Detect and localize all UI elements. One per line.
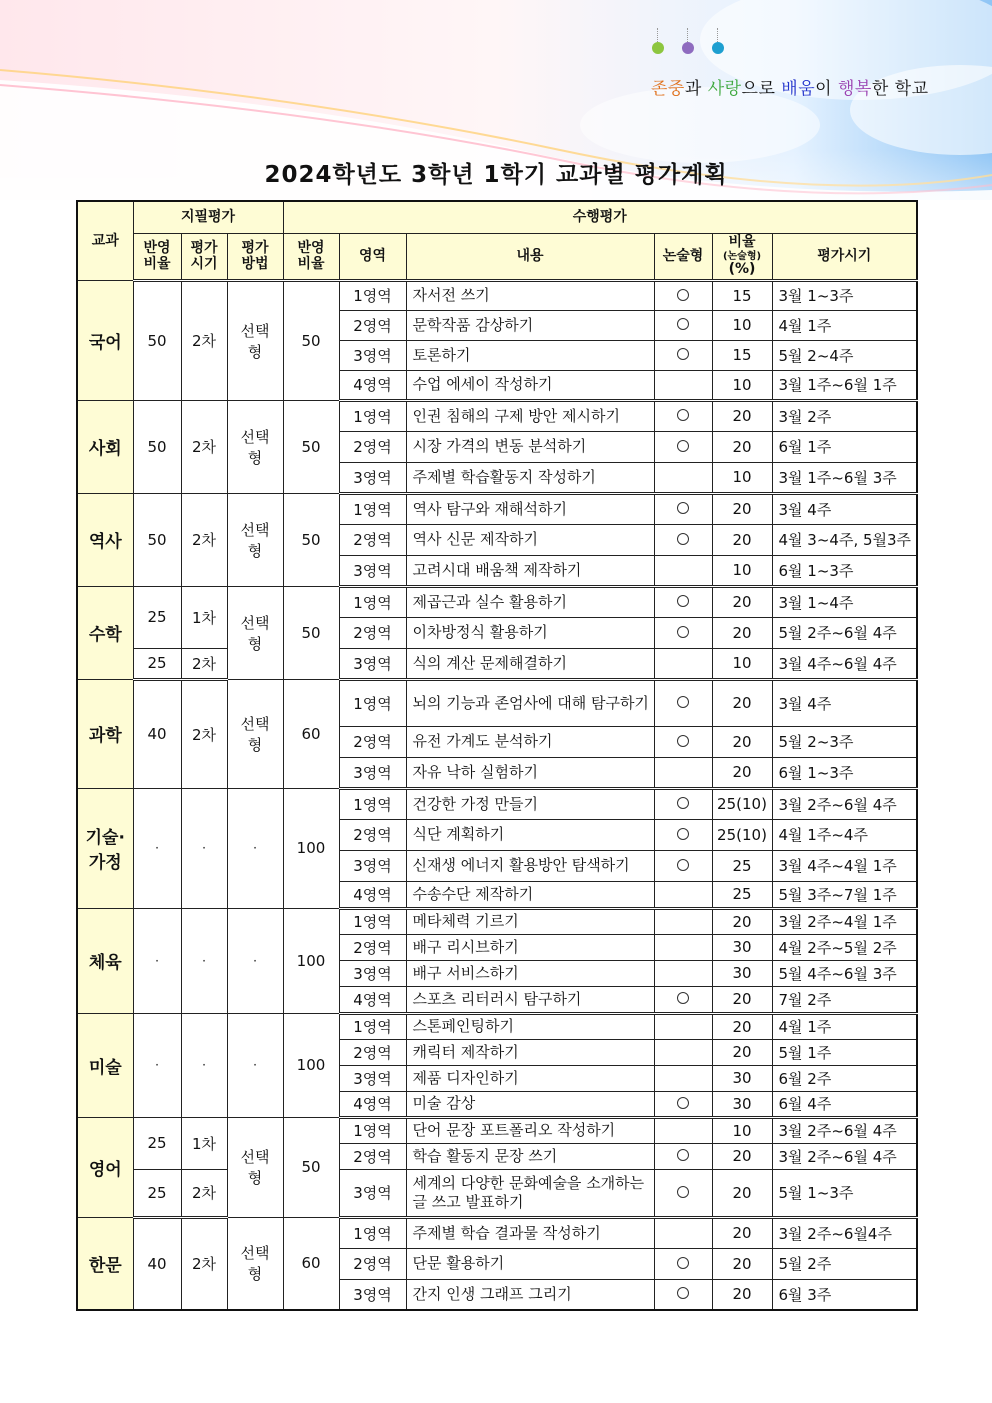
essay-cell xyxy=(654,555,712,586)
written-time: · xyxy=(181,1013,227,1117)
item-ratio-cell: 10 xyxy=(712,648,772,679)
method-label: 형 xyxy=(247,1169,263,1187)
item-ratio-cell: 10 xyxy=(712,462,772,493)
item-ratio-cell: 25(10) xyxy=(712,788,772,819)
area-cell: 2영역 xyxy=(339,310,406,340)
essay-cell xyxy=(654,1217,712,1248)
essay-cell xyxy=(654,679,712,726)
area-cell: 3영역 xyxy=(339,648,406,679)
content-cell: 세계의 다양한 문화예술을 소개하는 글 쓰고 발표하기 xyxy=(406,1169,654,1217)
content-cell: 학습 활동지 문장 쓰기 xyxy=(406,1143,654,1169)
written-time: · xyxy=(181,788,227,908)
essay-cell xyxy=(654,1248,712,1279)
item-ratio-cell: 10 xyxy=(712,555,772,586)
area-cell: 1영역 xyxy=(339,788,406,819)
perf-ratio: 50 xyxy=(283,493,339,586)
evaluation-plan-table xyxy=(76,200,918,1311)
period-cell: 5월 1주 xyxy=(772,1039,917,1065)
item-ratio-cell: 10 xyxy=(712,370,772,400)
written-method xyxy=(227,679,283,788)
content-cell: 캐릭터 제작하기 xyxy=(406,1039,654,1065)
header-content: 내용 xyxy=(406,233,654,280)
content-cell: 뇌의 기능과 존엄사에 대해 탐구하기 xyxy=(406,679,654,726)
method-label: 형 xyxy=(247,735,263,754)
content-cell: 유전 가계도 분석하기 xyxy=(406,726,654,757)
period-cell: 3월 2주~4월 1주 xyxy=(772,908,917,934)
essay-cell xyxy=(654,1013,712,1039)
period-cell: 6월 1~3주 xyxy=(772,757,917,788)
header-area: 영역 xyxy=(339,233,406,280)
written-ratio: 25 xyxy=(133,1117,181,1169)
content-cell: 신재생 에너지 활용방안 탐색하기 xyxy=(406,850,654,881)
area-cell: 1영역 xyxy=(339,1217,406,1248)
area-cell: 3영역 xyxy=(339,850,406,881)
item-ratio-cell: 20 xyxy=(712,679,772,726)
essay-circle-icon xyxy=(677,696,689,708)
area-cell: 3영역 xyxy=(339,960,406,986)
item-ratio-cell: 20 xyxy=(712,1169,772,1217)
header-written-time: 평가 시기 xyxy=(181,233,227,280)
content-cell: 간지 인생 그래프 그리기 xyxy=(406,1279,654,1310)
period-cell: 5월 3주~7월 1주 xyxy=(772,881,917,908)
period-cell: 3월 1~3주 xyxy=(772,280,917,310)
written-time: 2차 xyxy=(181,1217,227,1310)
item-ratio-cell: 20 xyxy=(712,908,772,934)
area-cell: 4영역 xyxy=(339,1091,406,1117)
content-cell: 문학작품 감상하기 xyxy=(406,310,654,340)
subject-name: 과학 xyxy=(77,679,133,788)
period-cell: 4월 1주 xyxy=(772,310,917,340)
written-time: · xyxy=(181,908,227,1013)
item-ratio-cell: 20 xyxy=(712,586,772,617)
slogan-part: 으로 xyxy=(741,79,782,99)
written-ratio: 40 xyxy=(133,1217,181,1310)
area-cell: 4영역 xyxy=(339,986,406,1013)
written-ratio: 25 xyxy=(133,586,181,648)
essay-circle-icon xyxy=(677,735,689,747)
essay-circle-icon xyxy=(677,502,689,514)
essay-cell xyxy=(654,310,712,340)
content-cell: 단문 활용하기 xyxy=(406,1248,654,1279)
period-cell: 3월 2주~6월 4주 xyxy=(772,1117,917,1143)
perf-ratio: 100 xyxy=(283,788,339,908)
subject-name: 역사 xyxy=(77,493,133,586)
area-cell: 2영역 xyxy=(339,431,406,462)
table-row xyxy=(77,1117,917,1143)
written-ratio: 50 xyxy=(133,280,181,400)
area-cell: 2영역 xyxy=(339,819,406,850)
content-cell: 역사 신문 제작하기 xyxy=(406,524,654,555)
perf-ratio: 60 xyxy=(283,1217,339,1310)
written-method: · xyxy=(227,908,283,1013)
method-label: 선택 xyxy=(240,714,270,733)
essay-cell xyxy=(654,1065,712,1091)
page-title: 2024학년도 3학년 1학기 교과별 평가계획 xyxy=(264,162,728,188)
item-ratio-cell: 20 xyxy=(712,524,772,555)
essay-cell xyxy=(654,1169,712,1217)
item-ratio-cell: 20 xyxy=(712,493,772,524)
essay-circle-icon xyxy=(677,828,689,840)
period-cell: 3월 4주~4월 1주 xyxy=(772,850,917,881)
item-ratio-cell: 15 xyxy=(712,280,772,310)
area-cell: 3영역 xyxy=(339,555,406,586)
essay-cell xyxy=(654,960,712,986)
method-label: 선택 xyxy=(240,1148,270,1166)
period-cell: 4월 3~4주, 5월3주 xyxy=(772,524,917,555)
written-method xyxy=(227,586,283,679)
perf-ratio: 50 xyxy=(283,1117,339,1217)
written-ratio: 50 xyxy=(133,493,181,586)
area-cell: 1영역 xyxy=(339,493,406,524)
written-time: 2차 xyxy=(181,400,227,493)
written-time: 1차 xyxy=(181,1117,227,1169)
written-time: 2차 xyxy=(181,1169,227,1217)
period-cell: 5월 2주~6월 4주 xyxy=(772,617,917,648)
subject-name: 체육 xyxy=(77,908,133,1013)
header-item-ratio: 비율 (논술형) (%) xyxy=(712,233,772,280)
essay-cell xyxy=(654,524,712,555)
period-cell: 3월 1주~6월 1주 xyxy=(772,370,917,400)
content-cell: 배구 리시브하기 xyxy=(406,934,654,960)
slogan-part: 행복 xyxy=(837,79,872,99)
essay-circle-icon xyxy=(677,797,689,809)
subject-name: 한문 xyxy=(77,1217,133,1310)
written-ratio: · xyxy=(133,1013,181,1117)
written-method xyxy=(227,280,283,400)
method-label: 형 xyxy=(247,634,263,653)
essay-circle-icon xyxy=(677,626,689,638)
written-ratio: 40 xyxy=(133,679,181,788)
content-cell: 시장 가격의 변동 분석하기 xyxy=(406,431,654,462)
perf-ratio: 50 xyxy=(283,400,339,493)
school-slogan xyxy=(651,74,929,99)
method-label: 선택 xyxy=(240,427,270,446)
content-cell: 배구 서비스하기 xyxy=(406,960,654,986)
area-cell: 1영역 xyxy=(339,280,406,310)
period-cell: 3월 4주~6월 4주 xyxy=(772,648,917,679)
item-ratio-cell: 30 xyxy=(712,1091,772,1117)
table-row xyxy=(77,493,917,524)
content-cell: 수업 에세이 작성하기 xyxy=(406,370,654,400)
content-cell: 역사 탐구와 재해석하기 xyxy=(406,493,654,524)
essay-cell xyxy=(654,340,712,370)
item-ratio-cell: 20 xyxy=(712,1013,772,1039)
table-row xyxy=(77,400,917,431)
written-ratio: 25 xyxy=(133,648,181,679)
header-subject: 교과 xyxy=(77,201,133,280)
essay-cell xyxy=(654,757,712,788)
method-label: 형 xyxy=(247,342,263,361)
written-method xyxy=(227,1117,283,1217)
item-ratio-cell: 20 xyxy=(712,431,772,462)
period-cell: 3월 2주~6월 4주 xyxy=(772,1143,917,1169)
content-cell: 단어 문장 포트폴리오 작성하기 xyxy=(406,1117,654,1143)
period-cell: 3월 1주~6월 3주 xyxy=(772,462,917,493)
item-ratio-cell: 15 xyxy=(712,340,772,370)
item-ratio-cell: 20 xyxy=(712,1143,772,1169)
header-row-bottom xyxy=(77,233,917,280)
table-row xyxy=(77,1169,917,1217)
essay-cell xyxy=(654,493,712,524)
header-perf-ratio: 반영 비율 xyxy=(283,233,339,280)
area-cell: 2영역 xyxy=(339,1248,406,1279)
subject-name: 기술·가정 xyxy=(77,788,133,908)
subject-name: 미술 xyxy=(77,1013,133,1117)
area-cell: 2영역 xyxy=(339,1143,406,1169)
item-ratio-cell: 20 xyxy=(712,617,772,648)
perf-ratio: 50 xyxy=(283,586,339,679)
content-cell: 이차방정식 활용하기 xyxy=(406,617,654,648)
perf-ratio: 50 xyxy=(283,280,339,400)
subject-name: 사회 xyxy=(77,400,133,493)
item-ratio-cell: 25 xyxy=(712,850,772,881)
written-method: · xyxy=(227,1013,283,1117)
table-row xyxy=(77,648,917,679)
period-cell: 6월 1~3주 xyxy=(772,555,917,586)
content-cell: 제품 디자인하기 xyxy=(406,1065,654,1091)
essay-cell xyxy=(654,431,712,462)
written-ratio: · xyxy=(133,788,181,908)
table-row xyxy=(77,1013,917,1039)
essay-cell xyxy=(654,1091,712,1117)
period-cell: 4월 1주~4주 xyxy=(772,819,917,850)
essay-circle-icon xyxy=(677,1287,689,1299)
area-cell: 2영역 xyxy=(339,524,406,555)
essay-cell xyxy=(654,819,712,850)
header-period: 평가시기 xyxy=(772,233,917,280)
written-ratio: · xyxy=(133,908,181,1013)
period-cell: 3월 2주~6월4주 xyxy=(772,1217,917,1248)
written-method: · xyxy=(227,788,283,908)
purple-dot-icon xyxy=(682,28,694,52)
content-cell: 메타체력 기르기 xyxy=(406,908,654,934)
period-cell: 5월 4주~6월 3주 xyxy=(772,960,917,986)
essay-circle-icon xyxy=(677,348,689,360)
area-cell: 1영역 xyxy=(339,400,406,431)
table-row xyxy=(77,280,917,310)
content-cell: 제곱근과 실수 활용하기 xyxy=(406,586,654,617)
essay-cell xyxy=(654,1117,712,1143)
written-method xyxy=(227,493,283,586)
area-cell: 3영역 xyxy=(339,340,406,370)
method-label: 형 xyxy=(247,448,263,467)
area-cell: 2영역 xyxy=(339,617,406,648)
essay-circle-icon xyxy=(677,409,689,421)
content-cell: 수송수단 제작하기 xyxy=(406,881,654,908)
table-row xyxy=(77,586,917,617)
subject-name: 국어 xyxy=(77,280,133,400)
essay-circle-icon xyxy=(677,595,689,607)
perf-ratio: 100 xyxy=(283,908,339,1013)
period-cell: 4월 1주 xyxy=(772,1013,917,1039)
item-ratio-cell: 10 xyxy=(712,1117,772,1143)
period-cell: 3월 2주 xyxy=(772,400,917,431)
essay-cell xyxy=(654,370,712,400)
period-cell: 5월 1~3주 xyxy=(772,1169,917,1217)
period-cell: 5월 2주 xyxy=(772,1248,917,1279)
essay-cell xyxy=(654,934,712,960)
item-ratio-cell: 10 xyxy=(712,310,772,340)
written-ratio: 50 xyxy=(133,400,181,493)
table-row xyxy=(77,788,917,819)
period-cell: 5월 2~4주 xyxy=(772,340,917,370)
green-dot-icon xyxy=(652,28,664,52)
essay-cell xyxy=(654,1279,712,1310)
written-time: 2차 xyxy=(181,679,227,788)
area-cell: 4영역 xyxy=(339,881,406,908)
method-label: 선택 xyxy=(240,321,270,340)
essay-cell xyxy=(654,1039,712,1065)
method-label: 형 xyxy=(247,1265,263,1284)
header-performance: 수행평가 xyxy=(283,201,917,233)
period-cell: 3월 4주 xyxy=(772,493,917,524)
written-time: 2차 xyxy=(181,493,227,586)
slogan-part: 배움 xyxy=(781,79,816,99)
subject-name: 수학 xyxy=(77,586,133,679)
essay-cell xyxy=(654,648,712,679)
period-cell: 6월 4주 xyxy=(772,1091,917,1117)
item-ratio-cell: 30 xyxy=(712,960,772,986)
table-row xyxy=(77,679,917,726)
header-written-ratio: 반영 비율 xyxy=(133,233,181,280)
area-cell: 3영역 xyxy=(339,757,406,788)
essay-circle-icon xyxy=(677,992,689,1004)
slogan-part: 이 xyxy=(815,79,838,99)
item-ratio-cell: 30 xyxy=(712,934,772,960)
written-method xyxy=(227,400,283,493)
perf-ratio: 100 xyxy=(283,1013,339,1117)
method-label: 형 xyxy=(247,541,263,560)
content-cell: 자유 낙하 실험하기 xyxy=(406,757,654,788)
essay-cell xyxy=(654,908,712,934)
area-cell: 1영역 xyxy=(339,586,406,617)
slogan-part: 사랑 xyxy=(707,79,742,99)
period-cell: 6월 2주 xyxy=(772,1065,917,1091)
area-cell: 1영역 xyxy=(339,908,406,934)
essay-cell xyxy=(654,881,712,908)
header-row-top xyxy=(77,201,917,233)
method-label: 선택 xyxy=(240,613,270,632)
written-time: 2차 xyxy=(181,280,227,400)
area-cell: 1영역 xyxy=(339,1117,406,1143)
content-cell: 식의 계산 문제해결하기 xyxy=(406,648,654,679)
period-cell: 6월 1주 xyxy=(772,431,917,462)
content-cell: 스톤페인팅하기 xyxy=(406,1013,654,1039)
table-row xyxy=(77,908,917,934)
essay-cell xyxy=(654,400,712,431)
essay-cell xyxy=(654,462,712,493)
decorative-dots xyxy=(652,28,724,52)
area-cell: 3영역 xyxy=(339,1279,406,1310)
item-ratio-cell: 20 xyxy=(712,400,772,431)
written-method xyxy=(227,1217,283,1310)
area-cell: 3영역 xyxy=(339,1169,406,1217)
essay-circle-icon xyxy=(677,1097,689,1109)
essay-cell xyxy=(654,617,712,648)
area-cell: 1영역 xyxy=(339,679,406,726)
essay-circle-icon xyxy=(677,1149,689,1161)
content-cell: 주제별 학습활동지 작성하기 xyxy=(406,462,654,493)
area-cell: 3영역 xyxy=(339,462,406,493)
essay-circle-icon xyxy=(677,533,689,545)
content-cell: 자서전 쓰기 xyxy=(406,280,654,310)
period-cell: 5월 2~3주 xyxy=(772,726,917,757)
written-time: 2차 xyxy=(181,648,227,679)
content-cell: 식단 계획하기 xyxy=(406,819,654,850)
blue-dot-icon xyxy=(712,28,724,52)
essay-circle-icon xyxy=(677,1257,689,1269)
content-cell: 토론하기 xyxy=(406,340,654,370)
item-ratio-cell: 25 xyxy=(712,881,772,908)
item-ratio-cell: 20 xyxy=(712,1279,772,1310)
period-cell: 3월 4주 xyxy=(772,679,917,726)
area-cell: 3영역 xyxy=(339,1065,406,1091)
period-cell: 4월 2주~5월 2주 xyxy=(772,934,917,960)
period-cell: 3월 1~4주 xyxy=(772,586,917,617)
item-ratio-cell: 20 xyxy=(712,1248,772,1279)
area-cell: 2영역 xyxy=(339,1039,406,1065)
essay-cell xyxy=(654,1143,712,1169)
content-cell: 스포츠 리터러시 탐구하기 xyxy=(406,986,654,1013)
area-cell: 1영역 xyxy=(339,1013,406,1039)
written-time: 1차 xyxy=(181,586,227,648)
header-essay: 논술형 xyxy=(654,233,712,280)
period-cell: 3월 2주~6월 4주 xyxy=(772,788,917,819)
slogan-part: 과 xyxy=(684,79,708,99)
item-ratio-cell: 20 xyxy=(712,757,772,788)
content-cell: 인권 침해의 구제 방안 제시하기 xyxy=(406,400,654,431)
item-ratio-cell: 20 xyxy=(712,726,772,757)
essay-cell xyxy=(654,986,712,1013)
period-cell: 6월 3주 xyxy=(772,1279,917,1310)
written-ratio: 25 xyxy=(133,1169,181,1217)
essay-cell xyxy=(654,726,712,757)
item-ratio-cell: 25(10) xyxy=(712,819,772,850)
content-cell: 미술 감상 xyxy=(406,1091,654,1117)
essay-cell xyxy=(654,280,712,310)
essay-circle-icon xyxy=(677,1186,689,1198)
period-cell: 7월 2주 xyxy=(772,986,917,1013)
method-label: 선택 xyxy=(240,520,270,539)
slogan-part: 존중 xyxy=(651,79,685,99)
subject-name: 영어 xyxy=(77,1117,133,1217)
slogan-part: 한 학교 xyxy=(871,79,929,99)
essay-circle-icon xyxy=(677,318,689,330)
content-cell: 건강한 가정 만들기 xyxy=(406,788,654,819)
method-label: 선택 xyxy=(240,1244,270,1263)
header-written-method: 평가 방법 xyxy=(227,233,283,280)
essay-cell xyxy=(654,788,712,819)
item-ratio-cell: 20 xyxy=(712,1039,772,1065)
content-cell: 고려시대 배움책 제작하기 xyxy=(406,555,654,586)
essay-circle-icon xyxy=(677,859,689,871)
content-cell: 주제별 학습 결과물 작성하기 xyxy=(406,1217,654,1248)
essay-circle-icon xyxy=(677,440,689,452)
area-cell: 4영역 xyxy=(339,370,406,400)
item-ratio-cell: 20 xyxy=(712,986,772,1013)
essay-cell xyxy=(654,586,712,617)
essay-circle-icon xyxy=(677,289,689,301)
perf-ratio: 60 xyxy=(283,679,339,788)
header-written: 지필평가 xyxy=(133,201,283,233)
item-ratio-cell: 30 xyxy=(712,1065,772,1091)
item-ratio-cell: 20 xyxy=(712,1217,772,1248)
essay-cell xyxy=(654,850,712,881)
area-cell: 2영역 xyxy=(339,726,406,757)
area-cell: 2영역 xyxy=(339,934,406,960)
table-row xyxy=(77,1217,917,1248)
